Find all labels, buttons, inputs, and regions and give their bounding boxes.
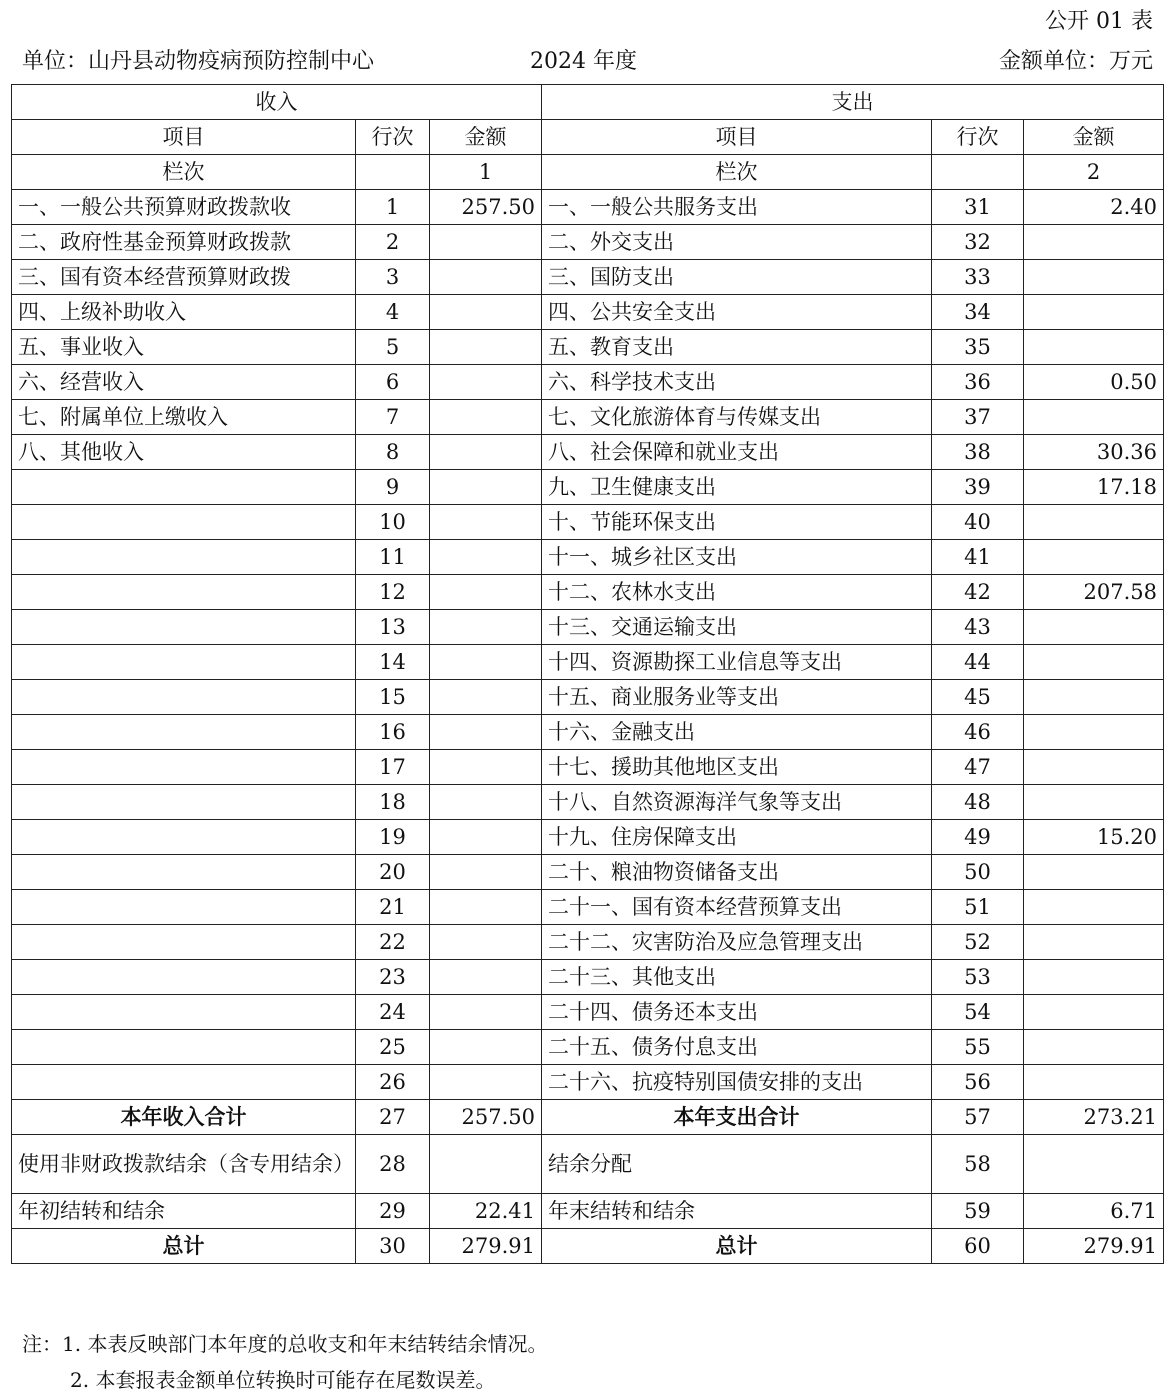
expense-amount-cell [1024,750,1164,785]
income-item-cell [12,995,356,1030]
income-amount-cell [430,715,542,750]
table-row [12,295,1164,330]
unit-label: 单位：山丹县动物疫病预防控制中心 [22,49,375,74]
income-item-cell [12,960,356,995]
expense-amount-cell [1024,925,1164,960]
income-item-cell [12,890,356,925]
expense-item-cell: 十、节能环保支出 [542,505,932,540]
income-amount-cell [430,470,542,505]
income-amount-cell [430,645,542,680]
income-amount-cell [430,890,542,925]
income-item-cell [12,715,356,750]
income-item-cell: 八、其他收入 [12,435,356,470]
income-row-number: 29 [356,1194,430,1229]
expense-item-cell: 九、卫生健康支出 [542,470,932,505]
expense-row-number: 45 [932,680,1024,715]
expense-item-cell: 二十六、抗疫特别国债安排的支出 [542,1065,932,1100]
expense-item-cell: 四、公共安全支出 [542,295,932,330]
table-row [12,540,1164,575]
income-amount-cell [430,260,542,295]
income-amount-cell [430,400,542,435]
expense-amount-cell [1024,225,1164,260]
income-item-cell: 本年收入合计 [12,1100,356,1135]
table-row [12,925,1164,960]
subtotal-row [12,1100,1164,1135]
income-row-number: 5 [356,330,430,365]
expense-item-cell: 十二、农林水支出 [542,575,932,610]
table-row [12,435,1164,470]
income-item-cell: 五、事业收入 [12,330,356,365]
income-expense-table [11,84,1164,1264]
income-amount-cell [430,750,542,785]
footnote-1: 注：1. 本表反映部门本年度的总收支和年末结转结余情况。 [22,1332,548,1356]
income-item-cell: 四、上级补助收入 [12,295,356,330]
expense-item-cell: 十三、交通运输支出 [542,610,932,645]
income-item-cell [12,610,356,645]
expense-amount-cell: 207.58 [1024,575,1164,610]
expense-row-number: 35 [932,330,1024,365]
income-amount-cell: 279.91 [430,1229,542,1264]
income-amount-cell [430,960,542,995]
expense-row-number: 47 [932,750,1024,785]
expense-item-header: 项目 [542,120,932,155]
income-item-cell [12,575,356,610]
table-row [12,505,1164,540]
income-item-cell [12,925,356,960]
expense-row-header: 行次 [932,120,1024,155]
expense-amount-cell: 0.50 [1024,365,1164,400]
income-row-number: 9 [356,470,430,505]
fiscal-year: 2024 年度 [530,49,637,74]
expense-row-number: 60 [932,1229,1024,1264]
expense-amount-cell [1024,330,1164,365]
income-item-cell: 三、国有资本经营预算财政拨 [12,260,356,295]
expense-amount-cell: 15.20 [1024,820,1164,855]
income-item-cell [12,470,356,505]
expense-item-cell: 十五、商业服务业等支出 [542,680,932,715]
money-unit-label: 金额单位：万元 [998,49,1153,74]
table-row [12,785,1164,820]
expense-item-cell: 二、外交支出 [542,225,932,260]
income-amount-cell [430,610,542,645]
income-item-cell: 二、政府性基金预算财政拨款 [12,225,356,260]
expense-row-number: 42 [932,575,1024,610]
income-row-number: 22 [356,925,430,960]
table-row [12,1065,1164,1100]
income-amount-cell [430,925,542,960]
expense-column-number: 2 [1024,155,1164,190]
income-row-number: 25 [356,1030,430,1065]
table-row [12,750,1164,785]
expense-amount-cell [1024,1135,1164,1194]
expense-amount-header: 金额 [1024,120,1164,155]
grand-total-row [12,1229,1164,1264]
income-row-header: 行次 [356,120,430,155]
table-row [12,645,1164,680]
table-row [12,610,1164,645]
income-row-number: 4 [356,295,430,330]
expense-item-cell: 六、科学技术支出 [542,365,932,400]
expense-item-cell: 十九、住房保障支出 [542,820,932,855]
income-item-cell [12,680,356,715]
income-row-number: 24 [356,995,430,1030]
expense-row-number: 51 [932,890,1024,925]
expense-row-number: 46 [932,715,1024,750]
income-row-number: 16 [356,715,430,750]
income-amount-cell [430,1065,542,1100]
income-row-number: 7 [356,400,430,435]
expense-amount-cell: 2.40 [1024,190,1164,225]
expense-item-cell: 十八、自然资源海洋气象等支出 [542,785,932,820]
expense-item-cell: 二十四、债务还本支出 [542,995,932,1030]
expense-amount-cell: 273.21 [1024,1100,1164,1135]
form-code: 公开 01 表 [1045,9,1153,34]
expense-row-number: 43 [932,610,1024,645]
expense-row-number: 37 [932,400,1024,435]
expense-amount-cell [1024,540,1164,575]
income-item-cell [12,750,356,785]
table-row [12,575,1164,610]
table-row [12,400,1164,435]
income-row-number: 19 [356,820,430,855]
section-header-row [12,85,1164,120]
income-item-cell: 六、经营收入 [12,365,356,400]
expense-row-number: 48 [932,785,1024,820]
expense-item-cell: 十六、金融支出 [542,715,932,750]
expense-item-cell: 七、文化旅游体育与传媒支出 [542,400,932,435]
expense-amount-cell [1024,1030,1164,1065]
carryover-row [12,1194,1164,1229]
income-row-number: 11 [356,540,430,575]
income-section-title: 收入 [12,85,542,120]
income-item-cell: 总计 [12,1229,356,1264]
income-row-number: 8 [356,435,430,470]
expense-row-number: 34 [932,295,1024,330]
income-amount-cell [430,540,542,575]
income-amount-cell [430,1135,542,1194]
column-number-row [12,155,1164,190]
table-row [12,715,1164,750]
expense-amount-cell [1024,960,1164,995]
income-amount-cell: 257.50 [430,190,542,225]
income-amount-cell [430,680,542,715]
expense-amount-cell: 17.18 [1024,470,1164,505]
expense-item-cell: 结余分配 [542,1135,932,1194]
expense-amount-cell [1024,890,1164,925]
expense-amount-cell [1024,505,1164,540]
table-row [12,470,1164,505]
expense-amount-cell [1024,1065,1164,1100]
table-row [12,365,1164,400]
income-row-number: 27 [356,1100,430,1135]
income-row-number: 30 [356,1229,430,1264]
expense-amount-cell [1024,645,1164,680]
income-row-number: 14 [356,645,430,680]
income-row-number: 15 [356,680,430,715]
income-row-number: 17 [356,750,430,785]
table-row [12,995,1164,1030]
footnote-2: 2. 本套报表金额单位转换时可能存在尾数误差。 [70,1368,496,1392]
expense-row-number: 53 [932,960,1024,995]
table-row [12,330,1164,365]
expense-item-cell: 一、一般公共服务支出 [542,190,932,225]
expense-item-cell: 二十一、国有资本经营预算支出 [542,890,932,925]
expense-amount-cell [1024,715,1164,750]
income-amount-header: 金额 [430,120,542,155]
expense-row-number: 44 [932,645,1024,680]
expense-amount-cell: 279.91 [1024,1229,1164,1264]
expense-item-cell: 五、教育支出 [542,330,932,365]
table-row [12,680,1164,715]
expense-row-number: 58 [932,1135,1024,1194]
expense-item-cell: 本年支出合计 [542,1100,932,1135]
income-column-blank [356,155,430,190]
table-row [12,225,1164,260]
expense-amount-cell [1024,995,1164,1030]
income-amount-cell: 257.50 [430,1100,542,1135]
table-row [12,820,1164,855]
income-item-cell [12,645,356,680]
expense-row-number: 36 [932,365,1024,400]
income-row-number: 13 [356,610,430,645]
expense-amount-cell: 30.36 [1024,435,1164,470]
income-row-number: 26 [356,1065,430,1100]
income-row-number: 1 [356,190,430,225]
income-row-number: 12 [356,575,430,610]
table-row [12,960,1164,995]
income-row-number: 21 [356,890,430,925]
income-item-cell [12,785,356,820]
income-row-number: 6 [356,365,430,400]
expense-item-cell: 二十、粮油物资储备支出 [542,855,932,890]
income-row-number: 23 [356,960,430,995]
non-fiscal-balance-row [12,1135,1164,1194]
income-item-cell: 一、一般公共预算财政拨款收 [12,190,356,225]
expense-row-number: 41 [932,540,1024,575]
income-amount-cell [430,225,542,260]
income-amount-cell [430,575,542,610]
income-item-cell [12,1030,356,1065]
expense-amount-cell [1024,400,1164,435]
expense-column-blank [932,155,1024,190]
expense-amount-cell: 6.71 [1024,1194,1164,1229]
expense-item-cell: 三、国防支出 [542,260,932,295]
expense-row-number: 59 [932,1194,1024,1229]
income-amount-cell [430,505,542,540]
expense-item-cell: 总计 [542,1229,932,1264]
expense-row-number: 49 [932,820,1024,855]
income-row-number: 18 [356,785,430,820]
income-amount-cell [430,330,542,365]
table-row [12,1030,1164,1065]
income-column-number: 1 [430,155,542,190]
income-item-cell: 使用非财政拨款结余（含专用结余） [12,1135,356,1194]
expense-item-cell: 二十三、其他支出 [542,960,932,995]
table-row [12,190,1164,225]
income-amount-cell [430,435,542,470]
expense-amount-cell [1024,260,1164,295]
income-amount-cell: 22.41 [430,1194,542,1229]
expense-row-number: 55 [932,1030,1024,1065]
footnotes [22,1326,547,1398]
expense-row-number: 32 [932,225,1024,260]
income-amount-cell [430,295,542,330]
expense-item-cell: 年末结转和结余 [542,1194,932,1229]
income-amount-cell [430,820,542,855]
expense-amount-cell [1024,680,1164,715]
income-row-number: 2 [356,225,430,260]
expense-row-number: 40 [932,505,1024,540]
expense-row-number: 33 [932,260,1024,295]
table-row [12,855,1164,890]
expense-section-title: 支出 [542,85,1164,120]
expense-row-number: 52 [932,925,1024,960]
income-item-cell [12,540,356,575]
income-item-cell [12,505,356,540]
income-amount-cell [430,995,542,1030]
table-row [12,890,1164,925]
income-item-cell [12,855,356,890]
expense-item-cell: 二十五、债务付息支出 [542,1030,932,1065]
expense-amount-cell [1024,855,1164,890]
income-amount-cell [430,1030,542,1065]
expense-amount-cell [1024,785,1164,820]
expense-row-number: 50 [932,855,1024,890]
expense-item-cell: 十七、援助其他地区支出 [542,750,932,785]
expense-row-number: 56 [932,1065,1024,1100]
table-row [12,260,1164,295]
expense-item-cell: 十一、城乡社区支出 [542,540,932,575]
expense-column-label: 栏次 [542,155,932,190]
expense-item-cell: 二十二、灾害防治及应急管理支出 [542,925,932,960]
income-item-cell: 年初结转和结余 [12,1194,356,1229]
income-column-label: 栏次 [12,155,356,190]
income-row-number: 28 [356,1135,430,1194]
income-item-cell [12,820,356,855]
income-item-cell [12,1065,356,1100]
column-header-row [12,120,1164,155]
expense-row-number: 39 [932,470,1024,505]
expense-item-cell: 十四、资源勘探工业信息等支出 [542,645,932,680]
income-amount-cell [430,365,542,400]
expense-row-number: 54 [932,995,1024,1030]
income-row-number: 20 [356,855,430,890]
expense-row-number: 31 [932,190,1024,225]
income-item-header: 项目 [12,120,356,155]
expense-amount-cell [1024,295,1164,330]
expense-amount-cell [1024,610,1164,645]
income-item-cell: 七、附属单位上缴收入 [12,400,356,435]
income-row-number: 3 [356,260,430,295]
income-amount-cell [430,785,542,820]
expense-row-number: 38 [932,435,1024,470]
expense-row-number: 57 [932,1100,1024,1135]
income-amount-cell [430,855,542,890]
income-row-number: 10 [356,505,430,540]
expense-item-cell: 八、社会保障和就业支出 [542,435,932,470]
